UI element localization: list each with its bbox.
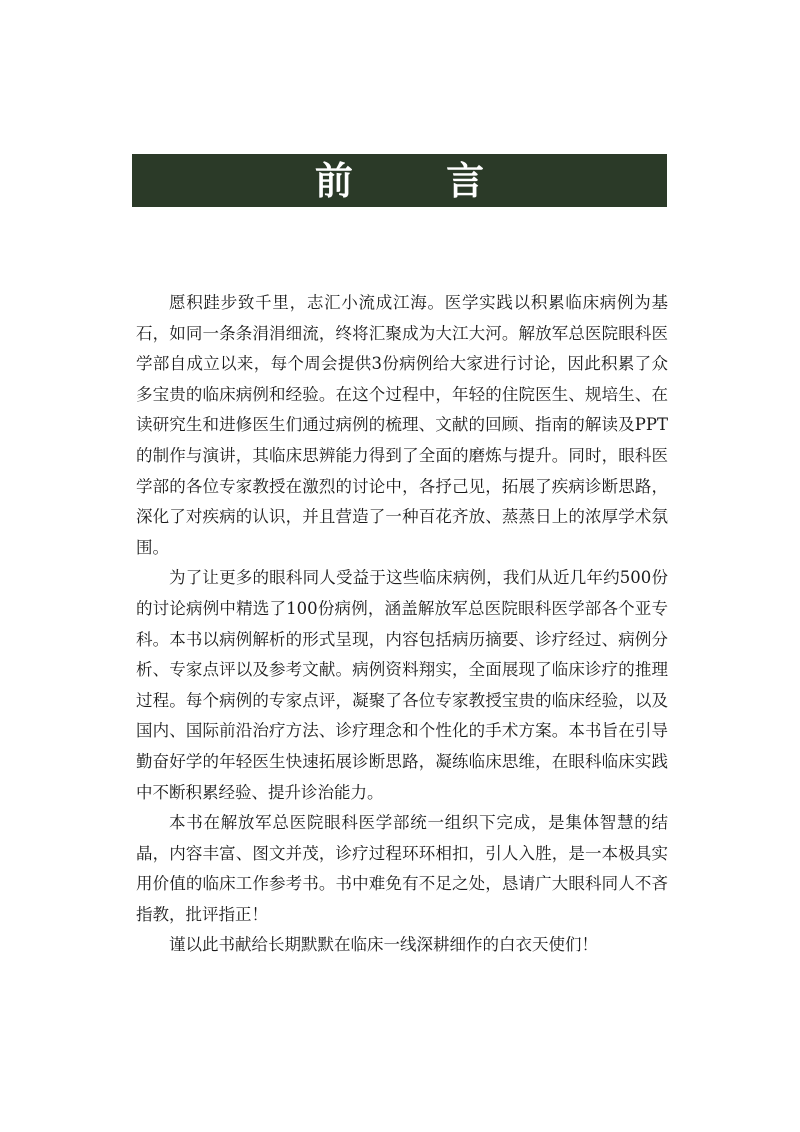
page-title: 前 言 <box>314 158 525 203</box>
title-banner <box>132 154 667 207</box>
paragraph-4: 谨以此书献给长期默默在临床一线深耕细作的白衣天使们！ <box>169 935 598 955</box>
preface-body <box>136 288 668 961</box>
paragraph-3: 本书在解放军总医院眼科医学部统一组织下完成，是集体智慧的结晶，内容丰富、图文并茂，诊疗过程环环相扣，引人入胜，是一本极具实用价值的临床工作参考书。书中难免有不足之处，恳请广大眼科同人不吝指教，批评指正！ <box>136 813 668 924</box>
paragraph-2: 为了让更多的眼科同人受益于这些临床病例，我们从近几年约500份的讨论病例中精选了100份病例，涵盖解放军总医院眼科医学部各个亚专科。本书以病例解析的形式呈现，内容包括病历摘要、诊疗经过、病例分析、专家点评以及参考文献。病例资料翔实，全面展现了临床诊疗的推理过程。每个病例的专家点评，凝聚了各位专家教授宝贵的临床经验，以及国内、国际前沿治疗方法、诊疗理念和个性化的手术方案。本书旨在引导勤奋好学的年轻医生快速拓展诊断思路，凝练临床思维，在眼科临床实践中不断积累经验、提升诊治能力。 <box>136 568 668 802</box>
paragraph-1: 愿积跬步致千里，志汇小流成江海。医学实践以积累临床病例为基石，如同一条条涓涓细流，终将汇聚成为大江大河。解放军总医院眼科医学部自成立以来，每个周会提供3份病例给大家进行讨论，因此积累了众多宝贵的临床病例和经验。在这个过程中，年轻的住院医生、规培生、在读研究生和进修医生们通过病例的梳理、文献的回顾、指南的解读及PPT的制作与演讲，其临床思辨能力得到了全面的磨炼与提升。同时，眼科医学部的各位专家教授在激烈的讨论中，各抒己见，拓展了疾病诊断思路，深化了对疾病的认识，并且营造了一种百花齐放、蒸蒸日上的浓厚学术氛围。 <box>136 293 668 557</box>
